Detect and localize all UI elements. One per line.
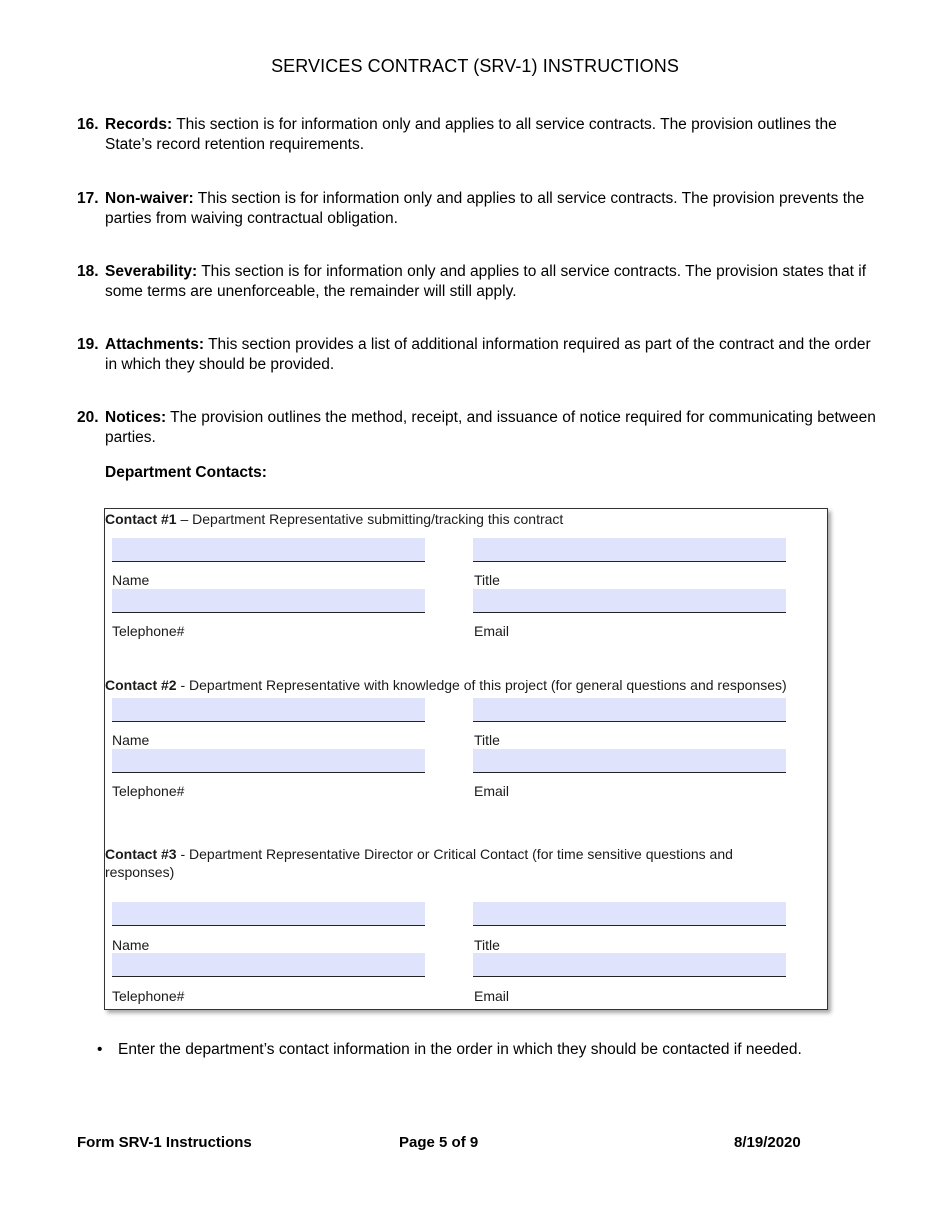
item-body <box>105 262 877 301</box>
contact-1-email-input[interactable] <box>473 589 786 613</box>
contact-2-heading: Contact #2 - Department Representative with knowledge of this project (for general questions and responses) <box>105 677 787 693</box>
footer-form-name: Form SRV-1 Instructions <box>77 1134 252 1151</box>
contact-3-email-label: Email <box>474 988 510 1004</box>
contact-3-heading: Contact #3 - Department Representative Director or Critical Contact (for time sensitive questions and responses) <box>105 846 733 880</box>
instruction-item-17 <box>77 189 877 228</box>
contact-2-telephone-label: Telephone# <box>112 783 185 799</box>
item-number: 16. <box>77 116 99 133</box>
contact-1-telephone-input[interactable] <box>112 589 425 613</box>
contact-1-title-label: Title <box>474 572 500 588</box>
contact-1-telephone-label: Telephone# <box>112 623 185 639</box>
instruction-item-19 <box>77 335 877 374</box>
note-text: Enter the department’s contact information in the order in which they should be contacted if needed. <box>118 1041 802 1058</box>
item-number: 18. <box>77 263 99 280</box>
contact-3-title-input[interactable] <box>473 902 786 926</box>
item-heading: Non-waiver: <box>105 190 194 207</box>
item-number: 20. <box>77 409 99 426</box>
contact-order-note <box>97 1041 802 1059</box>
instruction-item-16 <box>77 115 877 154</box>
item-heading: Records: <box>105 116 173 133</box>
item-text: This section is for information only and applies to all service contracts. The provision states that if some terms are unenforceable, the remainder will still apply. <box>105 263 867 300</box>
contact-3-telephone-label: Telephone# <box>112 988 185 1004</box>
contact-2-name-input[interactable] <box>112 698 425 722</box>
contact-2-telephone-input[interactable] <box>112 749 425 773</box>
item-heading: Attachments: <box>105 336 205 353</box>
contact-1-heading: Contact #1 – Department Representative submitting/tracking this contract <box>105 511 564 527</box>
instruction-item-20 <box>77 408 877 447</box>
contact-1-name-input[interactable] <box>112 538 425 562</box>
contact-3-title-label: Title <box>474 937 500 953</box>
item-text: This section provides a list of additional information required as part of the contract and the order in which they should be provided. <box>105 336 871 373</box>
contact-1-email-label: Email <box>474 623 510 639</box>
contact-2-name-label: Name <box>112 732 150 748</box>
bullet-icon: • <box>97 1041 103 1058</box>
contact-3-email-input[interactable] <box>473 953 786 977</box>
item-number: 17. <box>77 190 99 207</box>
item-body <box>105 189 877 228</box>
contact-1-name-label: Name <box>112 572 150 588</box>
contact-2-title-input[interactable] <box>473 698 786 722</box>
item-text: This section is for information only and applies to all service contracts. The provision prevents the parties from waiving contractual obligation. <box>105 190 865 227</box>
item-text: The provision outlines the method, receipt, and issuance of notice required for communicating between parties. <box>105 409 876 446</box>
contacts-form <box>104 508 828 1010</box>
contact-2-title-label: Title <box>474 732 500 748</box>
instruction-item-18 <box>77 262 877 301</box>
item-text: This section is for information only and applies to all service contracts. The provision outlines the State’s record retention requirements. <box>105 116 837 153</box>
footer-date: 8/19/2020 <box>734 1134 801 1151</box>
footer-page-number: Page 5 of 9 <box>399 1134 479 1151</box>
item-heading: Severability: <box>105 263 198 280</box>
item-number: 19. <box>77 336 99 353</box>
contact-3-telephone-input[interactable] <box>112 953 425 977</box>
contact-1-title-input[interactable] <box>473 538 786 562</box>
item-body <box>105 115 877 154</box>
contact-2-email-input[interactable] <box>473 749 786 773</box>
contact-2-email-label: Email <box>474 783 510 799</box>
item-heading: Notices: <box>105 409 167 426</box>
item-body <box>105 335 877 374</box>
item-body <box>105 408 877 447</box>
contact-3-name-label: Name <box>112 937 150 953</box>
page-title: SERVICES CONTRACT (SRV-1) INSTRUCTIONS <box>271 56 679 76</box>
department-contacts-heading: Department Contacts: <box>105 464 267 481</box>
contact-3-name-input[interactable] <box>112 902 425 926</box>
